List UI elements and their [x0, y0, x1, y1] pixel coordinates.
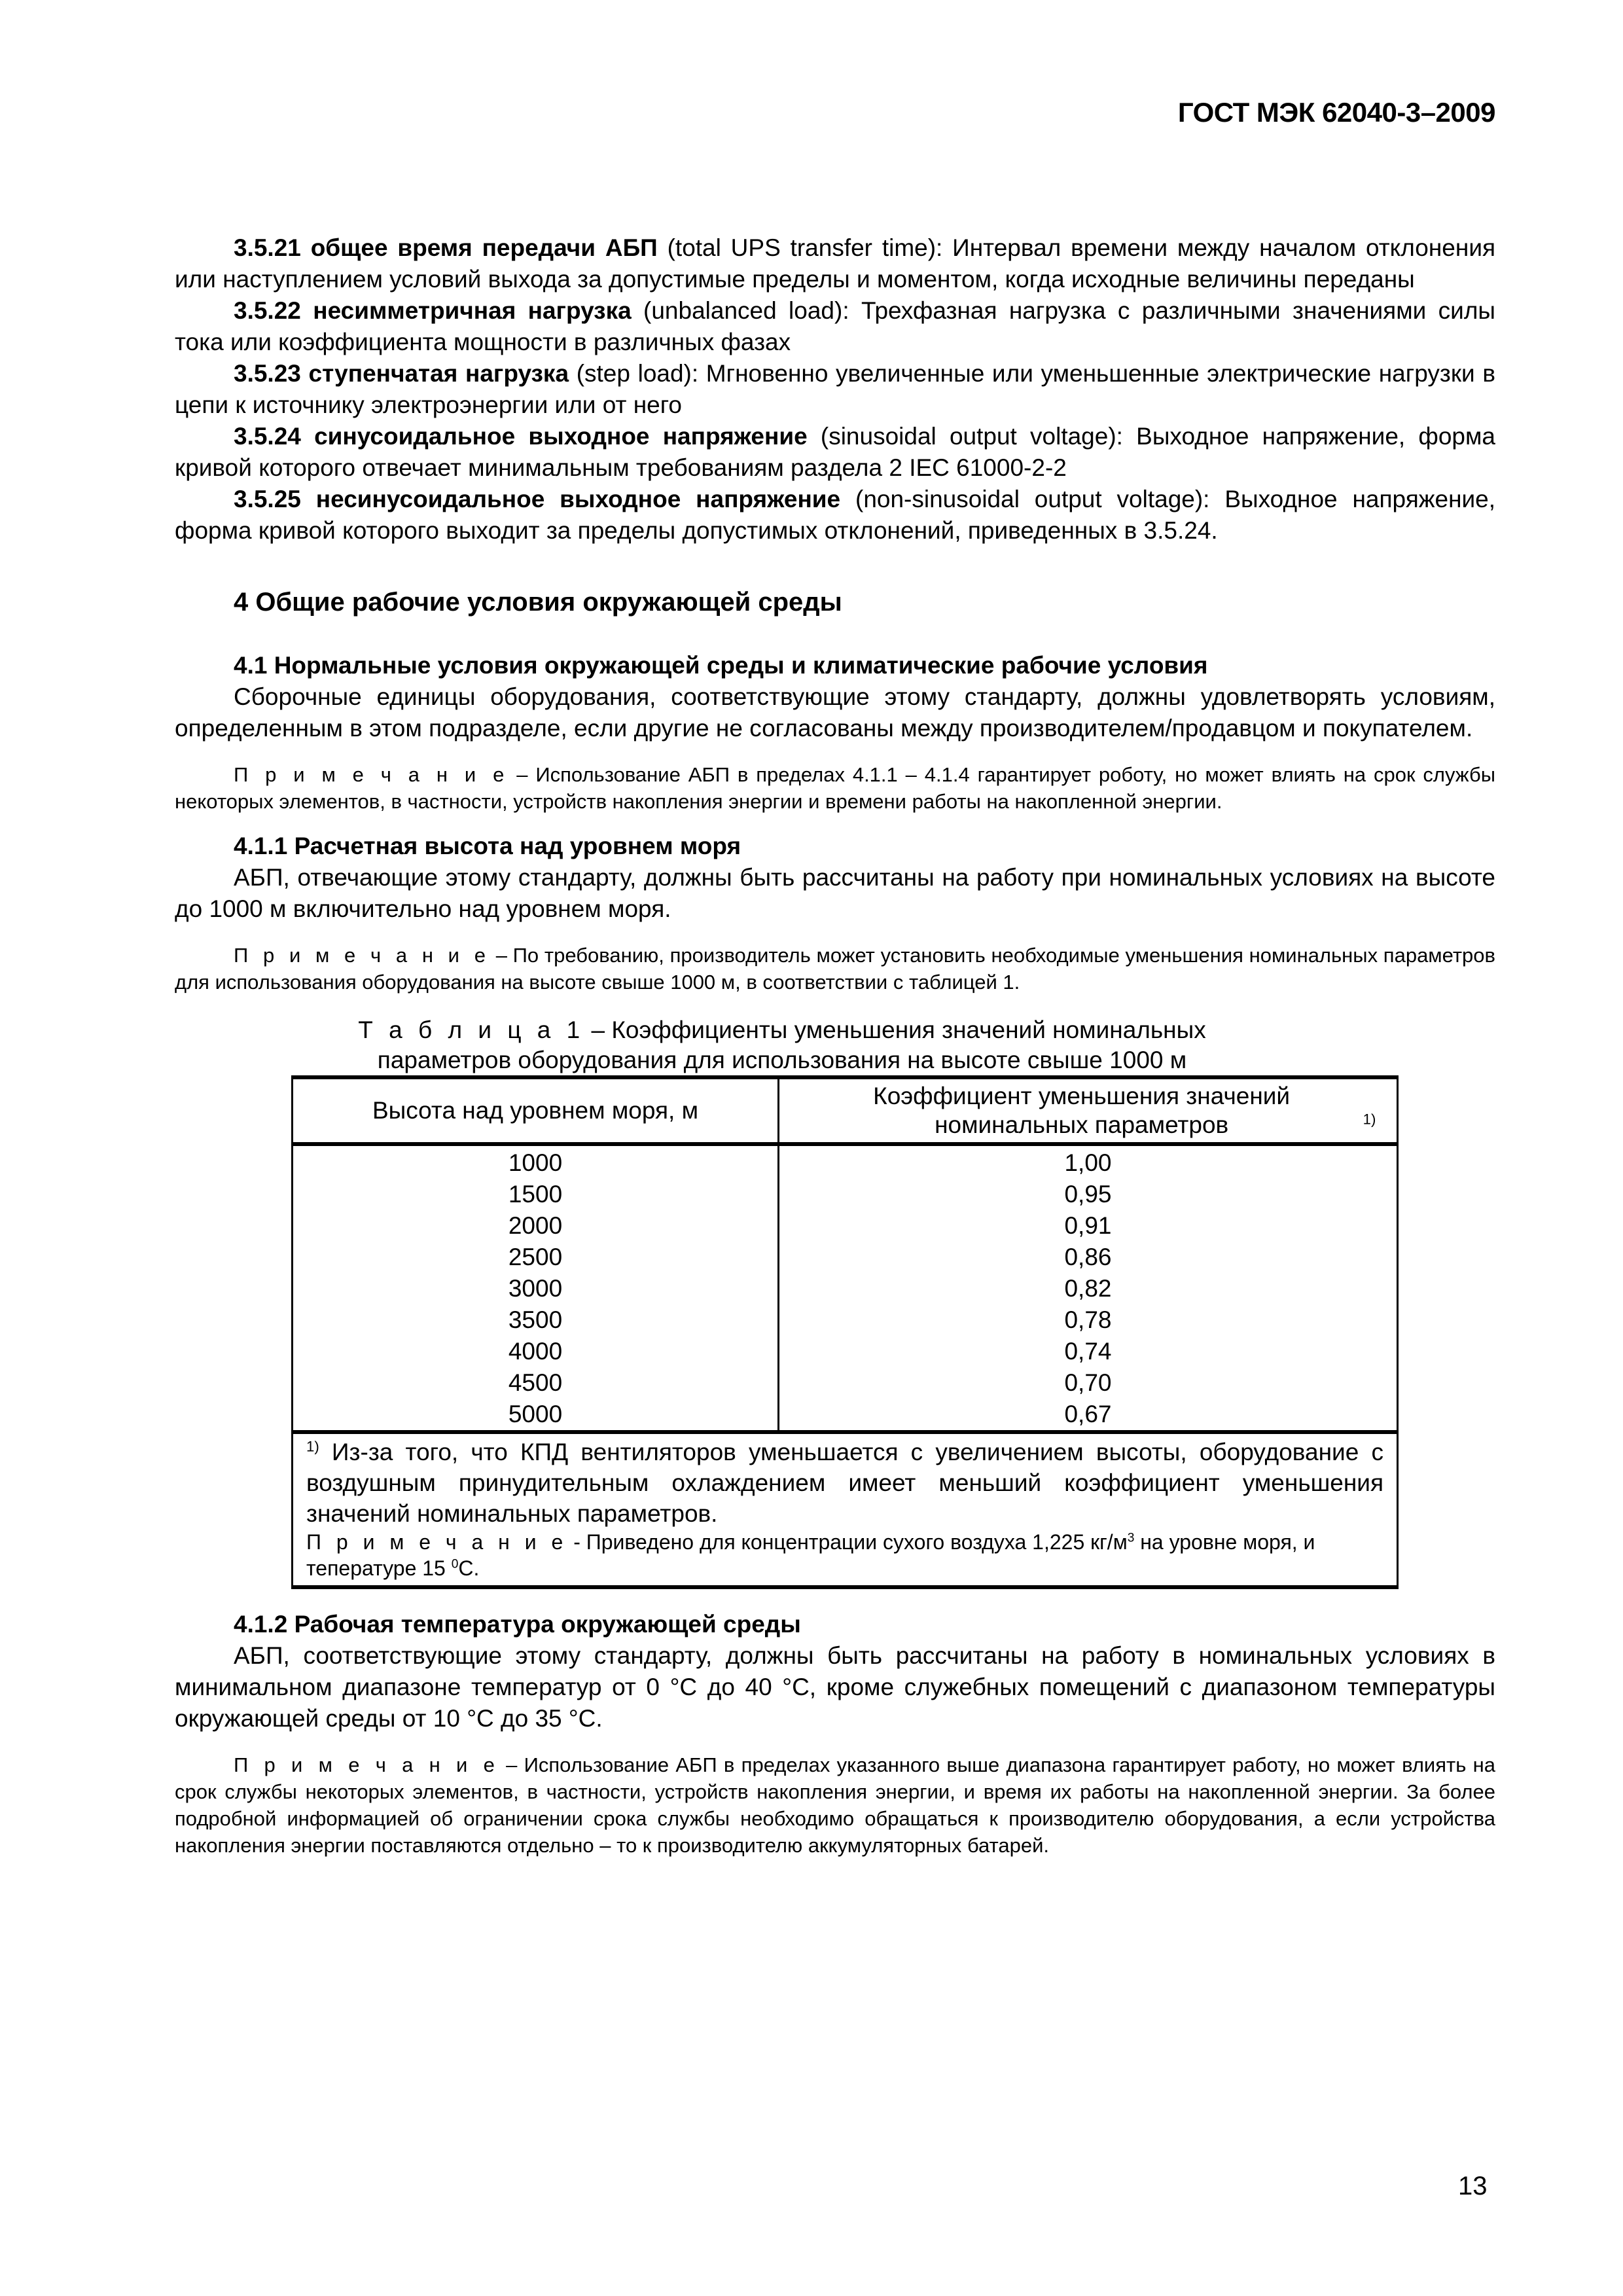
note-label: П р и м е ч а н и е	[234, 1753, 499, 1776]
table-footnote	[306, 1437, 1383, 1529]
degree-superscript: 0	[451, 1557, 459, 1571]
definition-text: Трехфазная нагрузка с различными значениями силы тока или коэффициента мощности в различных фазах	[175, 297, 1496, 355]
altitude-cell: 1000	[293, 1144, 779, 1179]
column-header-factor-text: Коэффициент уменьшения значений номинальных параметров	[873, 1083, 1291, 1138]
definition-term: синусоидальное выходное напряжение	[314, 423, 808, 450]
definition-english: (unbalanced load):	[643, 297, 849, 324]
footnote-mark: 1)	[1363, 1111, 1376, 1128]
definition-text: Мгновенно увеличенные или уменьшенные электрические нагрузки в цепи к источнику электроэнергии или от него	[175, 360, 1496, 418]
definition-term: несинусоидальное выходное напряжение	[315, 486, 841, 512]
altitude-cell: 2000	[293, 1210, 779, 1242]
definition-3-5-23	[175, 358, 1495, 421]
section-4-1-note	[175, 761, 1495, 815]
table-footnote-cell	[293, 1432, 1398, 1587]
footnote-mark: 1)	[306, 1438, 319, 1455]
altitude-cell: 3500	[293, 1304, 779, 1336]
factor-cell: 0,78	[779, 1304, 1398, 1336]
definition-number: 3.5.21	[234, 234, 301, 261]
note-text: – Использование АБП в пределах указанного выше диапазона гарантирует работу, но может влиять на срок службы некоторых элементов, в частности, устройств накопления энергии, и время их работы на накопленной энергии. За более подробной информацией об ограничении срока службы необходимо обращаться к производителю оборудования, а если устройства накопления энергии поставляются отдельно – то к производителю аккумуляторных батарей.	[175, 1753, 1495, 1857]
table-caption-text: – Коэффициенты уменьшения значений номинальных параметров оборудования для использования на высоте свыше 1000 м	[377, 1016, 1206, 1073]
definition-text: Выходное напряжение, форма кривой которого отвечает минимальным требованиям раздела 2 IEC 61000-2-2	[175, 423, 1495, 481]
factor-cell: 0,91	[779, 1210, 1398, 1242]
definition-3-5-22	[175, 295, 1495, 358]
factor-cell: 0,70	[779, 1367, 1398, 1399]
table-header-row	[293, 1077, 1398, 1144]
section-4-1-2-note	[175, 1751, 1495, 1859]
table-row	[293, 1336, 1398, 1367]
altitude-cell: 4500	[293, 1367, 779, 1399]
factor-cell: 0,67	[779, 1399, 1398, 1432]
definition-english: (total UPS transfer time):	[667, 234, 943, 261]
factor-cell: 0,82	[779, 1273, 1398, 1304]
section-4-1-text: Сборочные единицы оборудования, соответствующие этому стандарту, должны удовлетворять условиям, определенным в этом подразделе, если другие не согласованы между производителем/продавцом и покупателем.	[175, 683, 1495, 742]
note-label: П р и м е ч а н и е	[234, 763, 509, 786]
definition-english: (sinusoidal output voltage):	[820, 423, 1123, 450]
definition-number: 3.5.23	[234, 360, 301, 387]
section-4-heading: 4 Общие рабочие условия окружающей среды	[234, 588, 842, 617]
definition-term: несимметричная нагрузка	[313, 297, 632, 324]
definition-number: 3.5.24	[234, 423, 301, 450]
note-label: П р и м е ч а н и е	[234, 944, 490, 967]
definition-english: (non-sinusoidal output voltage):	[855, 486, 1210, 512]
section-4-1-1-note	[175, 942, 1495, 996]
definition-english: (step load):	[576, 360, 699, 387]
note-text-a: - Приведено для концентрации сухого воздуха 1,225 кг/м	[567, 1530, 1128, 1554]
table-1-derating-factors	[291, 1075, 1399, 1589]
note-text: – Использование АБП в пределах 4.1.1 – 4.1.4 гарантирует роботу, но может влиять на срок службы некоторых элементов, в частности, устройств накопления энергии и времени работы на накопленной энергии.	[175, 763, 1495, 813]
definition-3-5-25	[175, 484, 1495, 547]
superscript-3: 3	[1127, 1531, 1135, 1545]
definition-text: Выходное напряжение, форма кривой которого выходит за пределы допустимых отклонений, приведенных в 3.5.24.	[175, 486, 1496, 544]
definition-term: ступенчатая нагрузка	[308, 360, 569, 387]
altitude-cell: 1500	[293, 1179, 779, 1210]
footnote-text: Из-за того, что КПД вентиляторов уменьшается с увеличением высоты, оборудование с воздушным принудительным охлаждением имеет меньший коэффициент уменьшения значений номинальных параметров.	[306, 1439, 1383, 1527]
page-number: 13	[1458, 2172, 1488, 2200]
note-text-c: С.	[458, 1556, 480, 1580]
definition-number: 3.5.22	[234, 297, 301, 324]
page-body	[175, 232, 1495, 1859]
altitude-cell: 3000	[293, 1273, 779, 1304]
altitude-cell: 5000	[293, 1399, 779, 1432]
table-caption-label: Т а б л и ц а 1	[358, 1016, 585, 1043]
altitude-cell: 4000	[293, 1336, 779, 1367]
definition-term: общее время передачи АБП	[310, 234, 658, 261]
table-row	[293, 1304, 1398, 1336]
table-row	[293, 1399, 1398, 1432]
section-4-1-1-text: АБП, отвечающие этому стандарту, должны быть рассчитаны на работу при номинальных условиях на высоте до 1000 м включительно над уровнем моря.	[175, 864, 1495, 922]
table-row	[293, 1144, 1398, 1179]
table-row	[293, 1273, 1398, 1304]
note-text-b: на уровне моря, и тепературе 15	[306, 1530, 1315, 1580]
section-4-1-2-heading: 4.1.2 Рабочая температура окружающей среды	[234, 1611, 801, 1638]
table-footnote-row	[293, 1432, 1398, 1587]
definition-number: 3.5.25	[234, 486, 301, 512]
section-4-1-heading: 4.1 Нормальные условия окружающей среды и климатические рабочие условия	[234, 652, 1208, 679]
definition-3-5-24	[175, 421, 1495, 484]
definition-3-5-21	[175, 232, 1495, 295]
column-header-factor	[779, 1077, 1398, 1144]
document-header-standard-id: ГОСТ МЭК 62040-3–2009	[1177, 97, 1495, 128]
factor-cell: 0,95	[779, 1179, 1398, 1210]
table-1-caption	[291, 1015, 1273, 1075]
table-note	[306, 1529, 1383, 1581]
definition-text: Интервал времени между началом отклонения или наступлением условий выхода за допустимые пределы и моментом, когда исходные величины переданы	[175, 234, 1496, 293]
factor-cell: 0,74	[779, 1336, 1398, 1367]
note-text: – По требованию, производитель может установить необходимые уменьшения номинальных параметров для использования оборудования на высоте свыше 1000 м, в соответствии с таблицей 1.	[175, 944, 1495, 994]
column-header-altitude: Высота над уровнем моря, м	[293, 1077, 779, 1144]
table-row	[293, 1242, 1398, 1273]
altitude-cell: 2500	[293, 1242, 779, 1273]
table-row	[293, 1179, 1398, 1210]
factor-cell: 0,86	[779, 1242, 1398, 1273]
factor-cell: 1,00	[779, 1144, 1398, 1179]
note-label: П р и м е ч а н и е	[306, 1530, 568, 1554]
table-row	[293, 1367, 1398, 1399]
section-4-1-1-heading: 4.1.1 Расчетная высота над уровнем моря	[234, 833, 741, 859]
table-row	[293, 1210, 1398, 1242]
section-4-1-2-text: АБП, соответствующие этому стандарту, должны быть рассчитаны на работу в номинальных условиях в минимальном диапазоне температур от 0 °С до 40 °С, кроме служебных помещений с диапазоном температуры окружающей среды от 10 °С до 35 °С.	[175, 1642, 1495, 1732]
